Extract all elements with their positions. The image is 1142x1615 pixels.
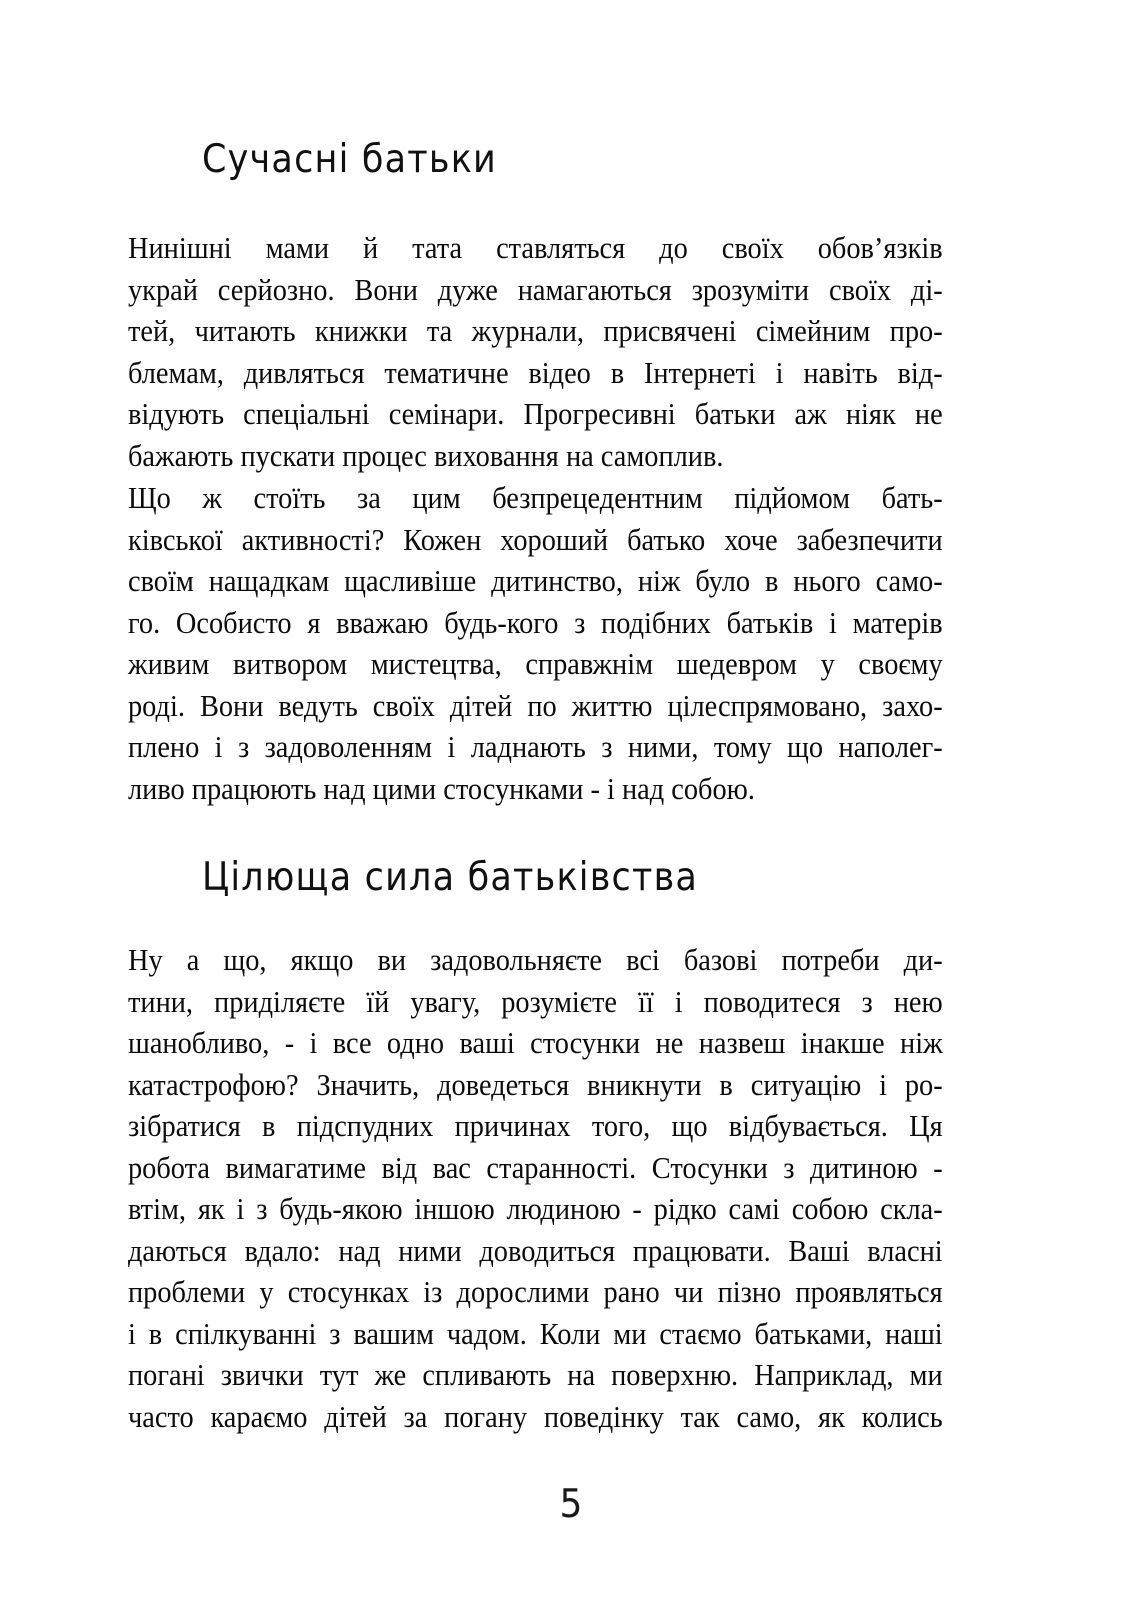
text-line: відують спеціальні семінари. Прогресивні батьки аж ніяк не (128, 397, 943, 431)
text-line: Ну а що, якщо ви задовольняєте всі базові потреби ди- (128, 943, 943, 977)
text-line: тей, читають книжки та журнали, присвячені сімейним про- (128, 314, 943, 348)
page-number: 5 (559, 1481, 583, 1528)
text-line: погані звички тут же спливають на поверхню. Наприклад, ми (128, 1358, 943, 1392)
paragraph-healing-power-1 (128, 940, 1004, 1438)
section-heading-modern-parents-wrapper (128, 137, 497, 183)
text-line: блемам, дивляться тематичне відео в Інтернеті і навіть від- (128, 355, 943, 390)
section-heading-modern-parents: Сучасні батьки (202, 137, 497, 183)
text-line: живим витвором мистецтва, справжнім шедевром у своєму (128, 647, 943, 681)
text-line: катастрофою? Значить, доведеться вникнути в ситуацію і ро- (128, 1067, 943, 1102)
text-line: даються вдало: над ними доводиться працювати. Ваші власні (128, 1233, 943, 1268)
text-line: робота вимагатиме від вас старанності. Стосунки з дитиною - (128, 1150, 943, 1185)
text-line: проблеми у стосунках із дорослими рано чи пізно проявляться (128, 1275, 943, 1309)
text-line: плено і з задоволенням і ладнають з ними, тому що наполег- (128, 730, 943, 764)
text-line: ківської активності? Кожен хороший батько хоче забезпечити (128, 522, 943, 557)
section-heading-healing-power-wrapper (128, 855, 699, 901)
text-line: Що ж стоїть за цим безпрецедентним підйомом бать- (128, 481, 943, 515)
text-line: го. Особисто я вважаю будь-кого з подібних батьків і матерів (128, 605, 943, 640)
text-line: украй серйозно. Вони дуже намагаються зрозуміти своїх ді- (128, 272, 943, 307)
text-line: Нинішні мами й тата ставляться до своїх обов’язків (128, 231, 943, 265)
text-line: роді. Вони ведуть своїх дітей по життю цілеспрямовано, захо- (128, 688, 943, 723)
text-line: втім, як і з будь-якою іншою людиною - рідко самі собою скла- (128, 1192, 943, 1226)
text-line: тини, приділяєте їй увагу, розумієте її і поводитеся з нею (128, 984, 943, 1019)
text-line: і в спілкуванні з вашим чадом. Коли ми стаємо батьками, наші (128, 1316, 943, 1351)
section-heading-healing-power: Цілюща сила батьківства (202, 855, 699, 901)
text-line: своїм нащадкам щасливіше дитинство, ніж було в нього само- (128, 564, 943, 598)
text-line: шанобливо, - і все одно ваші стосунки не назвеш інакше ніж (128, 1026, 943, 1060)
text-line: часто караємо дітей за погану поведінку так само, як колись (128, 1399, 943, 1434)
paragraph-modern-parents-2 (128, 478, 1004, 810)
text-line: ливо працюють над цими стосунками - і над собою. (128, 771, 755, 806)
text-line: зібратися в підспудних причинах того, що відбувається. Ця (128, 1109, 943, 1143)
text-line: бажають пускати процес виховання на самоплив. (128, 438, 724, 473)
paragraph-modern-parents-1 (128, 228, 1004, 477)
